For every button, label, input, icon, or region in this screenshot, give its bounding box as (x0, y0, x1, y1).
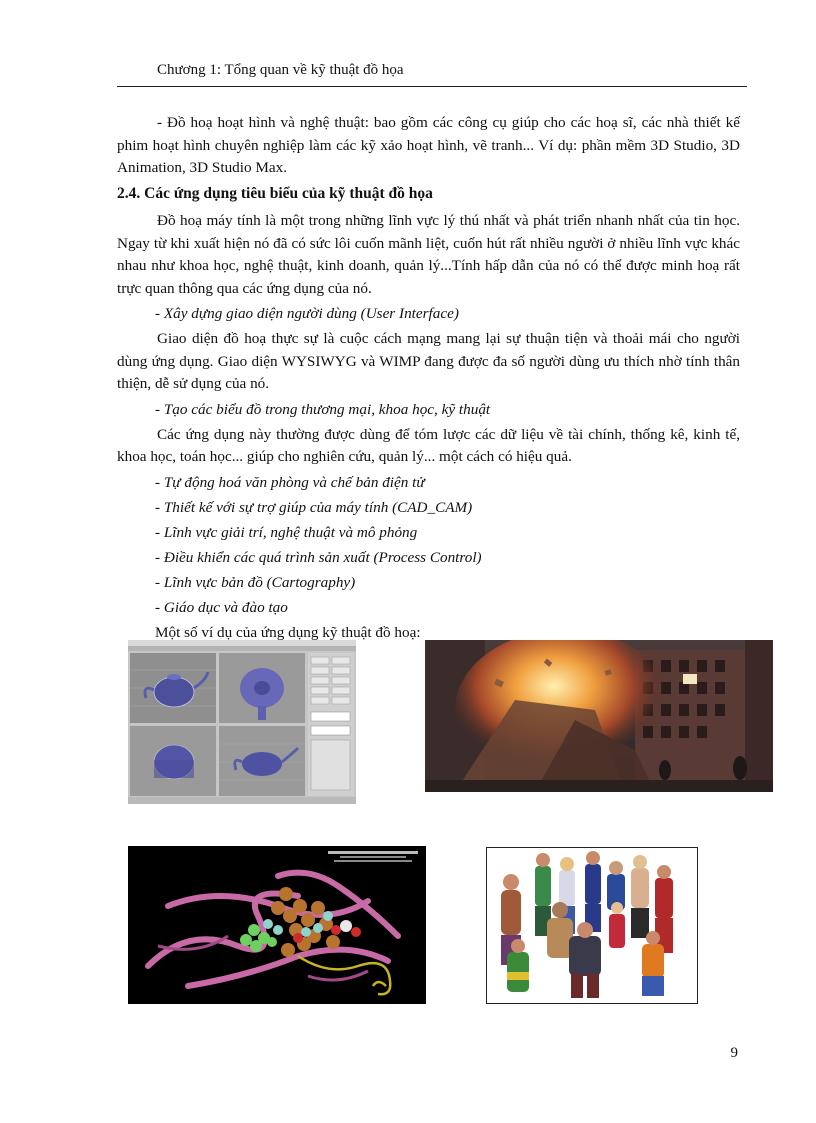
figure-protein-molecule (128, 846, 426, 1004)
explosion-scene-image (425, 640, 773, 792)
list-item: - Điều khiển các quá trình sản xuất (Process Control) (155, 548, 482, 566)
paragraph-ui: Giao diện đồ hoạ thực sự là cuộc cách mạng mang lại sự thuận tiện và thoải mái cho người dùng ứng dụng. Giao diện WYSIWYG và WIMP đang được đa số người dùng ưu thích nhờ tính thân thiện, dễ sử dụng của nó. (117, 330, 740, 392)
list-item: - Thiết kế với sự trợ giúp của máy tính (CAD_CAM) (155, 498, 473, 516)
paragraph-animation: - Đồ hoạ hoạt hình và nghệ thuật: bao gồm các công cụ giúp cho các hoạ sĩ, các nhà thiết kế phim hoạt hình chuyên nghiệp làm các kỹ xảo hoạt hình, vẽ tranh... Ví dụ: phần mềm 3D Studio, 3D Animation, 3D Studio Max. (117, 114, 740, 176)
paragraph-intro: Đồ hoạ máy tính là một trong những lĩnh vực lý thú nhất và phát triển nhanh nhất của tin học. Ngay từ khi xuất hiện nó đã có sức lôi cuốn mãnh liệt, cuốn hút rất nhiều người ở nhiều lĩnh vực khác nhau như khoa học, nghệ thuật, kinh doanh, quản lý...Tính hấp dẫn của nó có thể được minh hoạ rất trực quan thông qua các ứng dụng của nó. (117, 212, 740, 297)
header-divider (117, 86, 747, 87)
figure-3dstudio-teapots (128, 640, 356, 804)
chapter-header: Chương 1: Tổng quan về kỹ thuật đồ họa (157, 62, 404, 78)
examples-intro: Một số ví dụ của ứng dụng kỹ thuật đồ hoạ: (155, 623, 421, 641)
list-item: - Lĩnh vực bản đồ (Cartography) (155, 573, 356, 591)
page-number: 9 (730, 1045, 738, 1061)
figure-game-characters (486, 847, 698, 1004)
game-characters-image (487, 848, 697, 1003)
figure-building-explosion (425, 640, 773, 792)
teapot-screenshot-image (128, 640, 356, 804)
list-item: - Giáo dục và đào tạo (155, 598, 288, 616)
page-content (117, 112, 740, 647)
list-item-ui: - Xây dựng giao diện người dùng (User Interface) (155, 305, 459, 322)
list-item-charts: - Tạo các biểu đồ trong thương mại, khoa học, kỹ thuật (155, 400, 491, 418)
list-item: - Lĩnh vực giải trí, nghệ thuật và mô phỏng (155, 523, 418, 541)
list-item: - Tự động hoá văn phòng và chế bản điện tử (155, 473, 425, 491)
paragraph-charts: Các ứng dụng này thường được dùng để tóm lược các dữ liệu về tài chính, thống kê, kinh tế, khoa học, toán học... giúp cho nghiên cứu, quản lý... một cách có hiệu quả. (117, 425, 740, 465)
section-heading: 2.4. Các ứng dụng tiêu biểu của kỹ thuật đồ họa (117, 184, 433, 202)
molecule-render-image (128, 846, 426, 1004)
